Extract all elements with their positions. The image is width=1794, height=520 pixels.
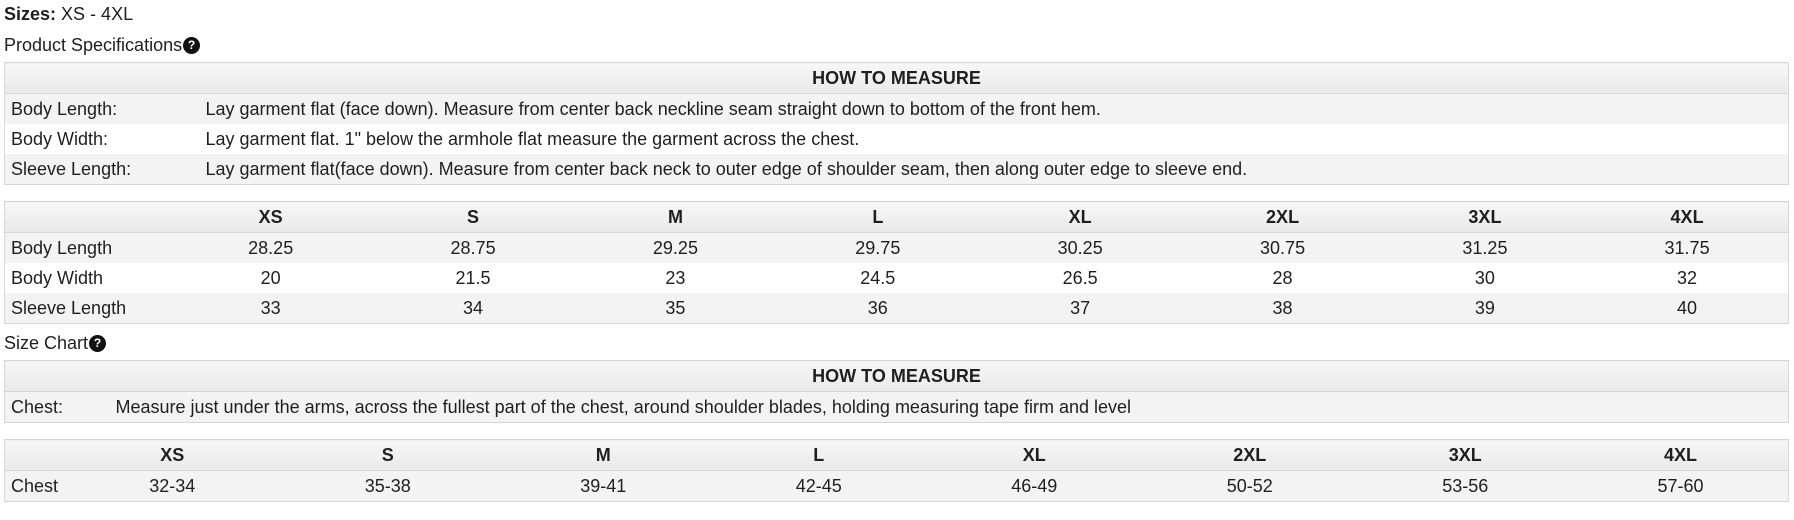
product-specifications-title: Product Specifications — [4, 35, 183, 55]
row-label: Body Width — [5, 263, 170, 293]
sizes-label: Sizes: — [4, 4, 57, 24]
column-header: 4XL — [1573, 440, 1789, 471]
size-guide — [0, 2, 1794, 502]
column-header: S — [280, 440, 496, 471]
measure-label: Body Width: — [5, 124, 200, 154]
table-header-row — [5, 202, 1789, 233]
size-chart-title: Size Chart — [4, 333, 89, 353]
table-cell: 40 — [1586, 293, 1788, 324]
question-circle-icon[interactable]: ? — [183, 37, 200, 54]
table-cell: 38 — [1181, 293, 1383, 324]
sizes-value: XS - 4XL — [61, 4, 134, 24]
column-header: 3XL — [1358, 440, 1574, 471]
table-cell: 20 — [170, 263, 372, 293]
table-cell: 32-34 — [65, 471, 281, 502]
how-to-measure-header: HOW TO MEASURE — [5, 63, 1789, 94]
chart-how-to-measure-table — [4, 360, 1789, 423]
how-to-measure-header: HOW TO MEASURE — [5, 361, 1789, 392]
table-cell: 30.25 — [979, 233, 1181, 264]
table-cell: 57-60 — [1573, 471, 1789, 502]
table-cell: 28 — [1181, 263, 1383, 293]
measure-label: Chest: — [5, 392, 110, 423]
column-header: L — [777, 202, 979, 233]
table-row — [5, 263, 1789, 293]
question-circle-icon[interactable]: ? — [89, 335, 106, 352]
table-cell: 39 — [1384, 293, 1586, 324]
table-cell: 34 — [372, 293, 574, 324]
table-cell: 28.75 — [372, 233, 574, 264]
column-header — [5, 202, 170, 233]
table-cell: 29.75 — [777, 233, 979, 264]
table-row — [5, 471, 1789, 502]
table-cell: 37 — [979, 293, 1181, 324]
table-header-row — [5, 440, 1789, 471]
table-cell: 30.75 — [1181, 233, 1383, 264]
row-label: Chest — [5, 471, 65, 502]
measure-instruction: Lay garment flat (face down). Measure from center back neckline seam straight down to bottom of the front hem. — [200, 94, 1789, 125]
product-size-table — [4, 201, 1789, 324]
table-cell: 33 — [170, 293, 372, 324]
table-row — [5, 293, 1789, 324]
table-row — [5, 94, 1789, 125]
column-header: 2XL — [1142, 440, 1358, 471]
table-cell: 31.25 — [1384, 233, 1586, 264]
sizes-line — [4, 2, 1790, 26]
column-header: XS — [170, 202, 372, 233]
table-cell: 29.25 — [574, 233, 776, 264]
table-cell: 24.5 — [777, 263, 979, 293]
table-cell: 28.25 — [170, 233, 372, 264]
column-header: XL — [927, 440, 1143, 471]
measure-instruction: Lay garment flat. 1" below the armhole flat measure the garment across the chest. — [200, 124, 1789, 154]
column-header: M — [574, 202, 776, 233]
column-header: XL — [979, 202, 1181, 233]
table-cell: 26.5 — [979, 263, 1181, 293]
product-specifications-heading — [4, 32, 1790, 58]
column-header: M — [496, 440, 712, 471]
table-cell: 53-56 — [1358, 471, 1574, 502]
table-row — [5, 124, 1789, 154]
measure-instruction: Measure just under the arms, across the fullest part of the chest, around shoulder blades, holding measuring tape firm and level — [110, 392, 1789, 423]
table-cell: 32 — [1586, 263, 1788, 293]
column-header: 4XL — [1586, 202, 1788, 233]
column-header: L — [711, 440, 927, 471]
table-cell: 35-38 — [280, 471, 496, 502]
product-how-to-measure-table — [4, 62, 1789, 185]
column-header: 3XL — [1384, 202, 1586, 233]
column-header: S — [372, 202, 574, 233]
table-cell: 31.75 — [1586, 233, 1788, 264]
size-chart-heading — [4, 330, 1790, 356]
table-cell: 42-45 — [711, 471, 927, 502]
table-cell: 39-41 — [496, 471, 712, 502]
table-row — [5, 233, 1789, 264]
table-header-row — [5, 63, 1789, 94]
column-header: 2XL — [1181, 202, 1383, 233]
table-header-row — [5, 361, 1789, 392]
column-header — [5, 440, 65, 471]
column-header: XS — [65, 440, 281, 471]
table-cell: 46-49 — [927, 471, 1143, 502]
table-cell: 35 — [574, 293, 776, 324]
table-row — [5, 154, 1789, 185]
chart-size-table — [4, 439, 1789, 502]
measure-label: Body Length: — [5, 94, 200, 125]
row-label: Body Length — [5, 233, 170, 264]
table-cell: 36 — [777, 293, 979, 324]
table-cell: 30 — [1384, 263, 1586, 293]
measure-instruction: Lay garment flat(face down). Measure from center back neck to outer edge of shoulder seam, then along outer edge to sleeve end. — [200, 154, 1789, 185]
table-row — [5, 392, 1789, 423]
table-cell: 21.5 — [372, 263, 574, 293]
measure-label: Sleeve Length: — [5, 154, 200, 185]
table-cell: 50-52 — [1142, 471, 1358, 502]
row-label: Sleeve Length — [5, 293, 170, 324]
table-cell: 23 — [574, 263, 776, 293]
